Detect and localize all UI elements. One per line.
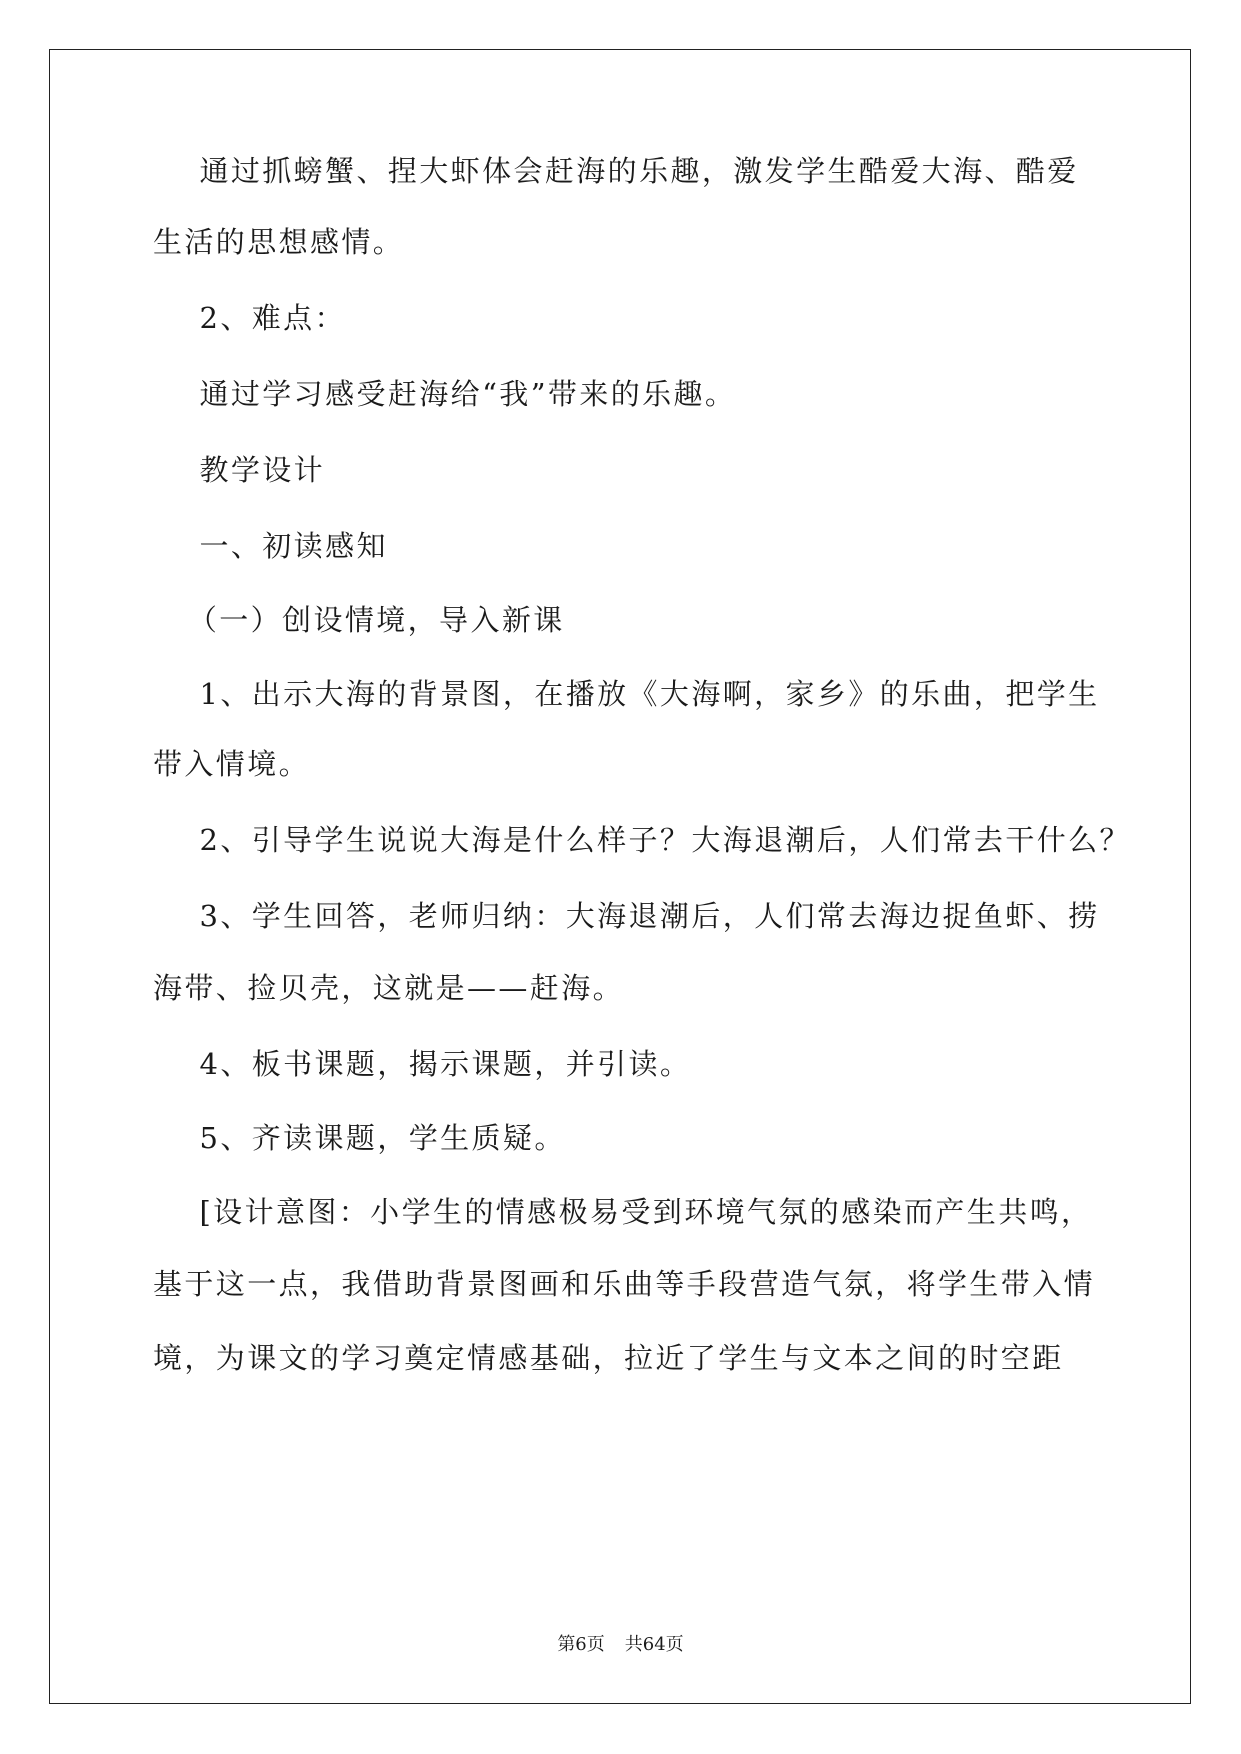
paragraph-line: 通过抓螃蟹、捏大虾体会赶海的乐趣，激发学生酷爱大海、酷爱	[153, 154, 1079, 188]
paragraph-line: 1、出示大海的背景图，在播放《大海啊，家乡》的乐曲，把学生	[153, 677, 1100, 711]
paragraph-line: 2、引导学生说说大海是什么样子？大海退潮后，人们常去干什么？	[153, 823, 1131, 857]
paragraph-line: 4、板书课题，揭示课题，并引读。	[153, 1047, 692, 1081]
paragraph-line: 境，为课文的学习奠定情感基础，拉近了学生与文本之间的时空距	[153, 1341, 1064, 1375]
paragraph-line: 3、学生回答，老师归纳：大海退潮后，人们常去海边捉鱼虾、捞	[153, 899, 1100, 933]
page-footer	[0, 1630, 1241, 1656]
page-total: 共64页	[624, 1634, 684, 1655]
section-heading: 一、初读感知	[153, 529, 388, 563]
paragraph-line: 带入情境。	[153, 747, 311, 781]
paragraph-line: 基于这一点，我借助背景图画和乐曲等手段营造气氛，将学生带入情	[153, 1267, 1096, 1301]
paragraph-line: 2、难点：	[153, 301, 346, 335]
paragraph-line: 通过学习感受赶海给“我”带来的乐趣。	[153, 377, 737, 411]
page-number: 第6页	[557, 1634, 605, 1655]
subsection-heading: （一）创设情境，导入新课	[153, 603, 565, 637]
paragraph-line: 5、齐读课题，学生质疑。	[153, 1121, 566, 1155]
section-heading: 教学设计	[153, 453, 326, 487]
paragraph-line: [设计意图：小学生的情感极易受到环境气氛的感染而产生共鸣，	[153, 1195, 1093, 1229]
paragraph-line: 生活的思想感情。	[153, 225, 405, 259]
page-border	[49, 49, 1191, 1704]
paragraph-line: 海带、捡贝壳，这就是——赶海。	[153, 971, 625, 1005]
